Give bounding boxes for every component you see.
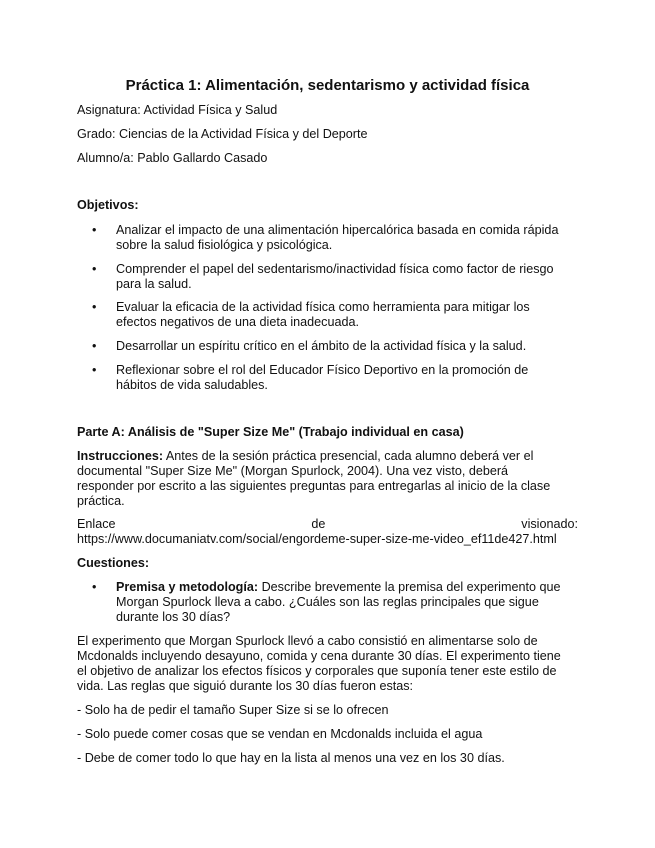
paragraph-line: práctica. bbox=[77, 494, 125, 508]
list-item-line: Analizar el impacto de una alimentación hipercalórica basada en comida rápida bbox=[116, 223, 559, 237]
list-item-line: efectos negativos de una dieta inadecuada. bbox=[116, 315, 359, 329]
question-line: Describe brevemente la premisa del experimento que bbox=[258, 580, 561, 594]
objetivos-heading: Objetivos: bbox=[77, 198, 139, 212]
paragraph-line: el objetivo de analizar los efectos físicos y corporales que suponía tener este estilo de bbox=[77, 664, 557, 678]
paragraph-line: documental "Super Size Me" (Morgan Spurlock, 2004). Una vez visto, deberá bbox=[77, 464, 509, 478]
paragraph-line: Antes de la sesión práctica presencial, cada alumno deberá ver el bbox=[163, 449, 534, 463]
bullet-icon: • bbox=[92, 300, 97, 314]
enlace-label-line bbox=[77, 517, 578, 532]
bullet-icon: • bbox=[92, 223, 97, 237]
rule-line: - Debe de comer todo lo que hay en la lista al menos una vez en los 30 días. bbox=[77, 751, 505, 765]
bullet-icon: • bbox=[92, 339, 97, 353]
bullet-icon: • bbox=[92, 580, 97, 594]
paragraph-line: vida. Las reglas que siguió durante los 30 días fueron estas: bbox=[77, 679, 414, 693]
paragraph-line: responder por escrito a las siguientes preguntas para entregarlas al inicio de la clase bbox=[77, 479, 551, 493]
rule-line: - Solo puede comer cosas que se vendan en Mcdonalds incluida el agua bbox=[77, 727, 483, 741]
meta-grado: Grado: Ciencias de la Actividad Física y del Deporte bbox=[77, 127, 368, 141]
list-item-line: Comprender el papel del sedentarismo/inactividad física como factor de riesgo bbox=[116, 262, 554, 276]
meta-alumno: Alumno/a: Pablo Gallardo Casado bbox=[77, 151, 268, 165]
list-item-line: para la salud. bbox=[116, 277, 192, 291]
list-item-line: Evaluar la eficacia de la actividad física como herramienta para mitigar los bbox=[116, 300, 530, 314]
answer-paragraph bbox=[77, 634, 578, 694]
enlace-word: Enlace bbox=[77, 517, 116, 531]
bullet-icon: • bbox=[92, 262, 97, 276]
cuestiones-heading: Cuestiones: bbox=[77, 556, 150, 570]
list-item-line: hábitos de vida saludables. bbox=[116, 378, 268, 392]
list-item-line: Desarrollar un espíritu crítico en el ámbito de la actividad física y la salud. bbox=[116, 339, 527, 353]
page-title: Práctica 1: Alimentación, sedentarismo y actividad física bbox=[125, 77, 530, 94]
paragraph-line: Mcdonalds incluyendo desayuno, comida y cena durante 30 días. El experimento tiene bbox=[77, 649, 561, 663]
rule-line: - Solo ha de pedir el tamaño Super Size si se lo ofrecen bbox=[77, 703, 389, 717]
bullet-icon: • bbox=[92, 363, 97, 377]
list-item-line: Reflexionar sobre el rol del Educador Físico Deportivo en la promoción de bbox=[116, 363, 529, 377]
meta-asignatura: Asignatura: Actividad Física y Salud bbox=[77, 103, 278, 117]
enlace-word: visionado: bbox=[521, 517, 578, 531]
instrucciones-label: Instrucciones: bbox=[77, 449, 164, 463]
question-label: Premisa y metodología: bbox=[116, 580, 259, 594]
enlace-url[interactable]: https://www.documaniatv.com/social/engordeme-super-size-me-video_ef11de427.html bbox=[77, 532, 557, 546]
parte-a-heading: Parte A: Análisis de "Super Size Me" (Trabajo individual en casa) bbox=[77, 425, 464, 439]
list-item-line: sobre la salud fisiológica y psicológica. bbox=[116, 238, 333, 252]
instrucciones-paragraph bbox=[77, 449, 578, 509]
enlace-word: de bbox=[311, 517, 326, 531]
question-line: durante los 30 días? bbox=[116, 610, 231, 624]
question-line: Morgan Spurlock lleva a cabo. ¿Cuáles son las reglas principales que sigue bbox=[116, 595, 539, 609]
paragraph-line: El experimento que Morgan Spurlock llevó a cabo consistió en alimentarse solo de bbox=[77, 634, 538, 648]
